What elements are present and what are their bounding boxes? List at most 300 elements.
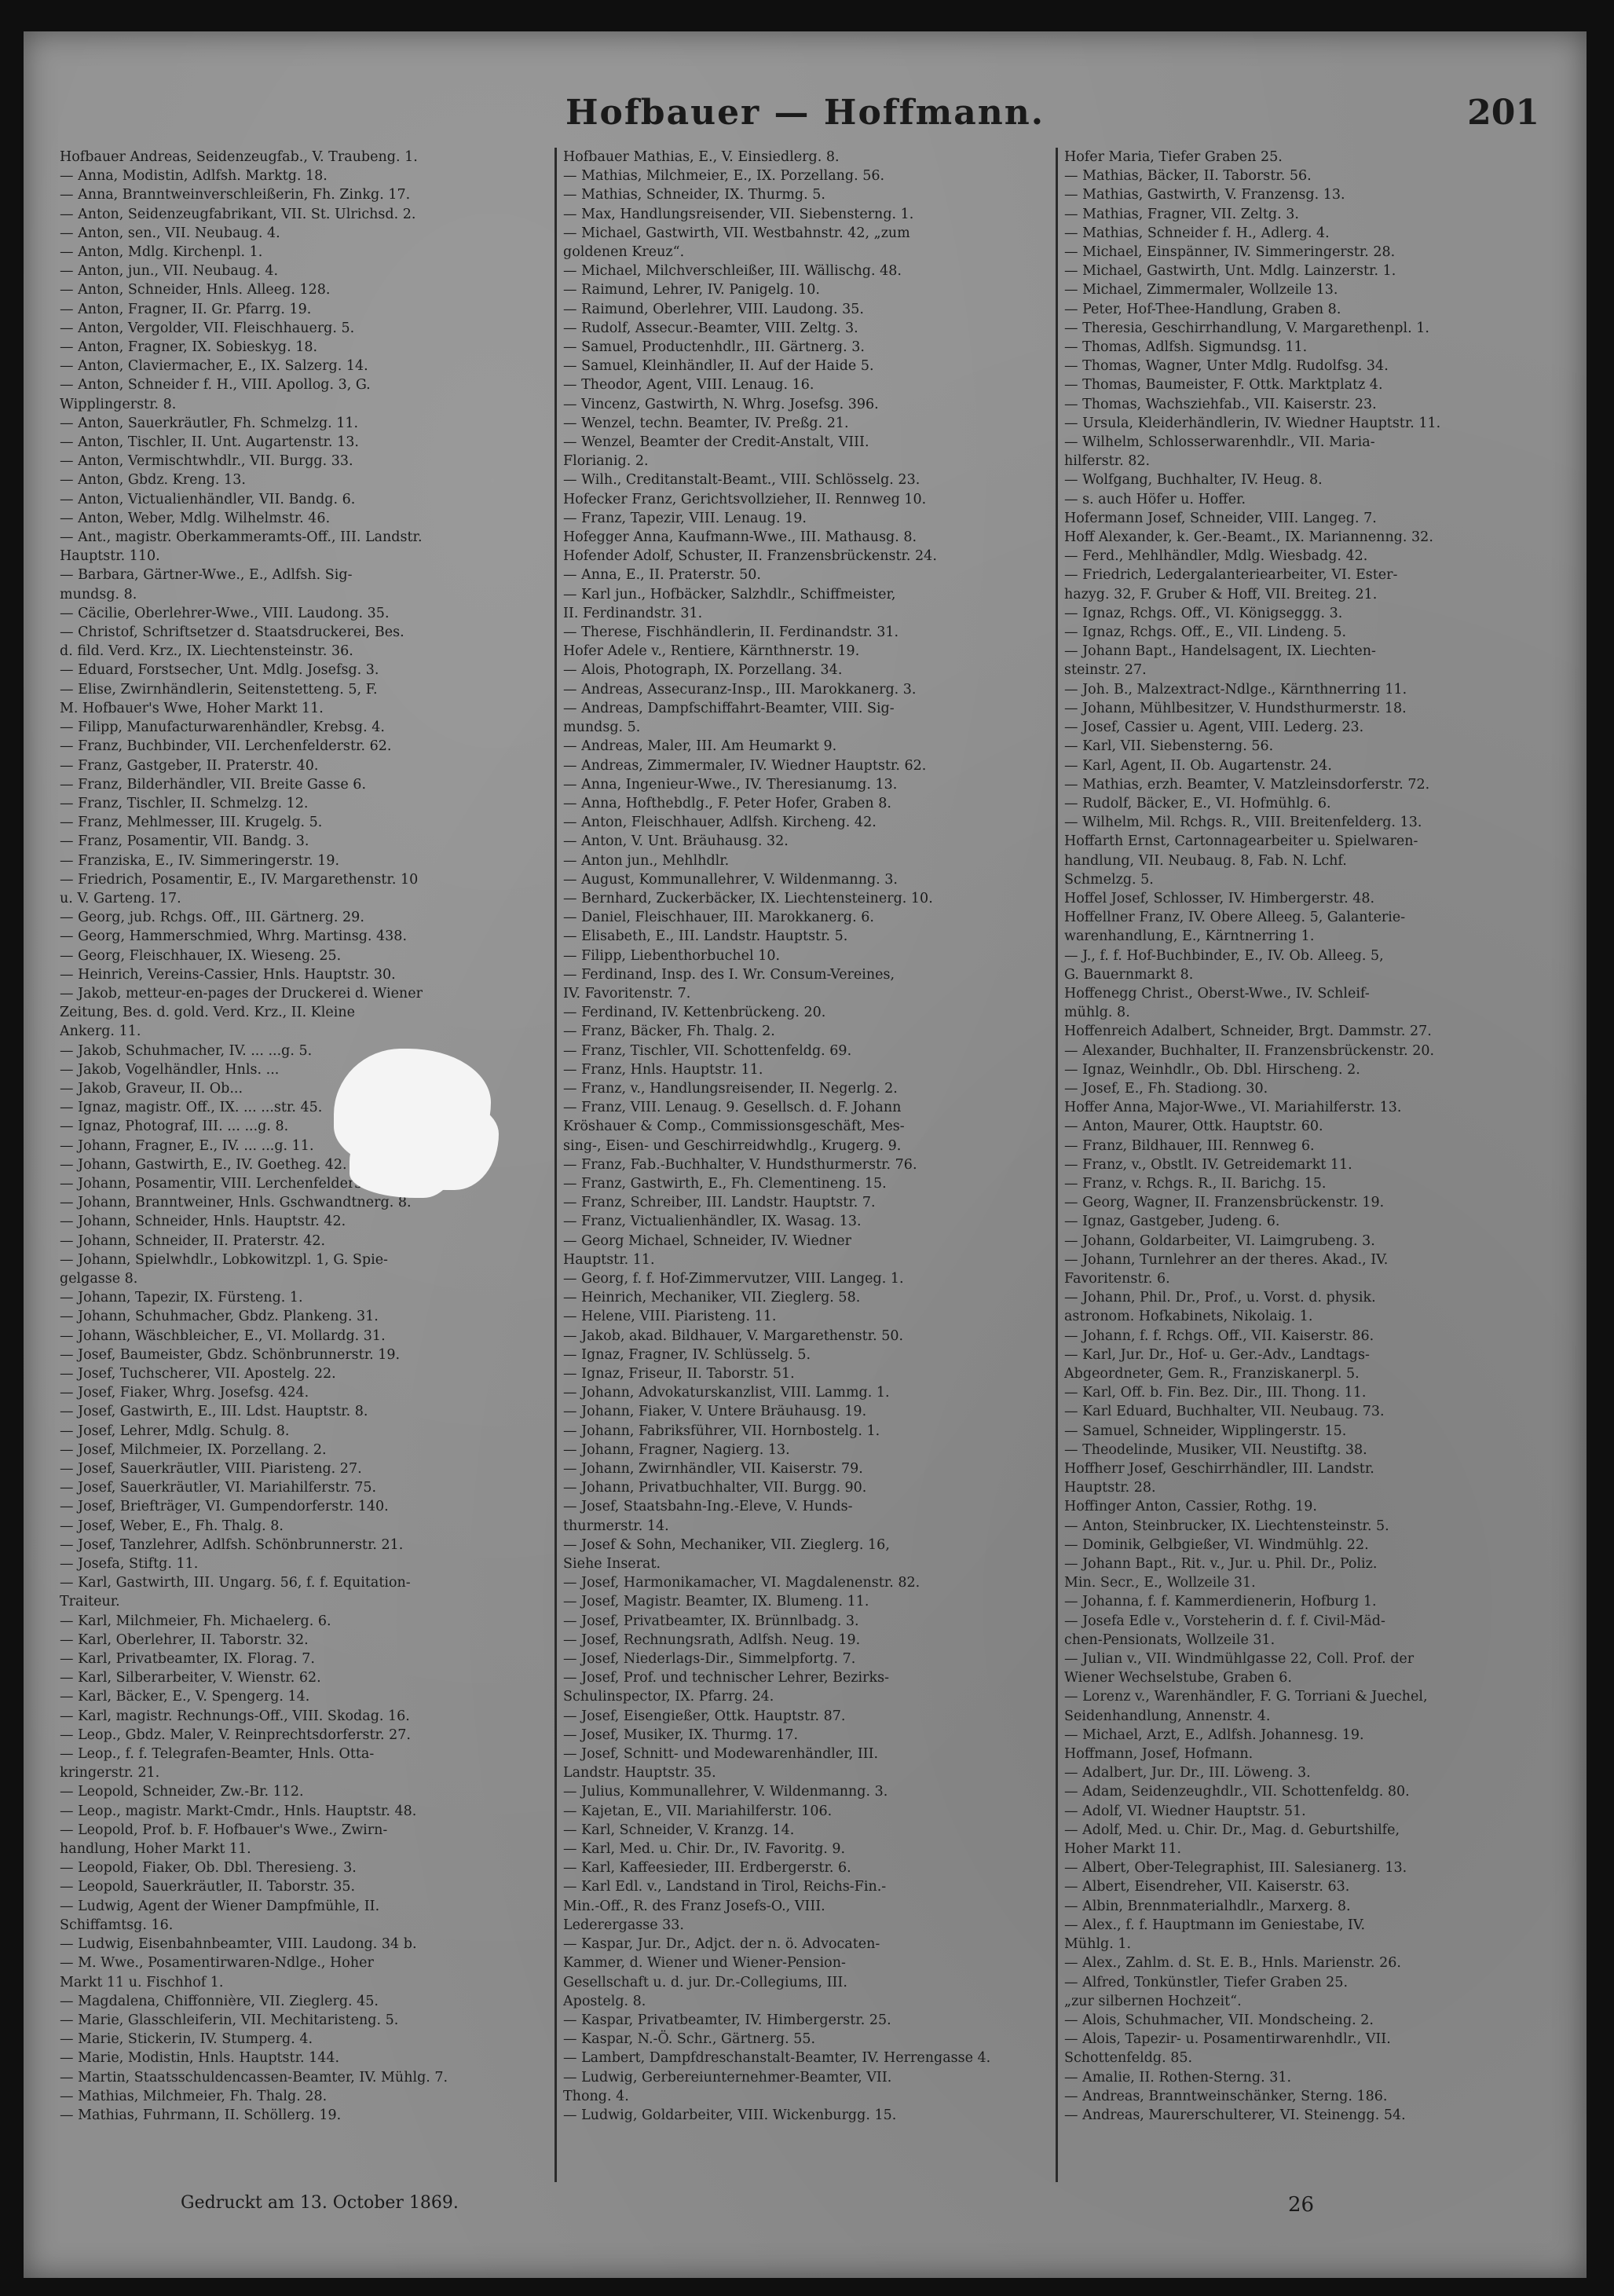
directory-entry: — Franz, Gastwirth, E., Fh. Clementineng. 15. xyxy=(563,1175,887,1192)
directory-entry: — Andreas, Branntweinschänker, Sterng. 186. xyxy=(1064,2088,1388,2104)
directory-entry: — Alois, Schuhmacher, VII. Mondscheing. 2. xyxy=(1064,2012,1374,2028)
running-title: Hofbauer — Hoffmann. xyxy=(565,93,1045,133)
directory-entry: — Eduard, Forstsecher, Unt. Mdlg. Josefsg. 3. xyxy=(60,662,379,679)
directory-entry: Landstr. Hauptstr. 35. xyxy=(563,1765,716,1782)
directory-entry: — Ant., magistr. Oberkammeramts-Off., III. Landstr. xyxy=(60,529,423,546)
directory-entry: — Johann, Fragner, E., IV. ... ...g. 11. xyxy=(60,1137,314,1154)
directory-entry: — Ludwig, Goldarbeiter, VIII. Wickenburgg. 15. xyxy=(563,2107,897,2123)
directory-entry: — Johann, Wäschbleicher, E., VI. Mollardg. 31. xyxy=(60,1327,386,1344)
directory-entry: — Leopold, Schneider, Zw.-Br. 112. xyxy=(60,1784,304,1800)
directory-entry: Hofer Adele v., Rentiere, Kärnthnerstr. 19. xyxy=(563,643,860,660)
directory-entry: — Ignaz, Rchgs. Off., VI. Königseggg. 3. xyxy=(1064,605,1343,621)
directory-entry: Hoffenreich Adalbert, Schneider, Brgt. Dammstr. 27. xyxy=(1064,1023,1432,1040)
directory-entry: Hoffer Anna, Major-Wwe., VI. Mariahilferstr. 13. xyxy=(1064,1100,1402,1116)
directory-entry: Seidenhandlung, Annenstr. 4. xyxy=(1064,1708,1271,1724)
directory-entry: Hoffel Josef, Schlosser, IV. Himbergerstr. 48. xyxy=(1064,890,1375,906)
directory-entry: — Anton, Tischler, II. Unt. Augartenstr. 13. xyxy=(60,434,359,451)
directory-entry: — Leop., Gbdz. Maler, V. Reinprechtsdorferstr. 27. xyxy=(60,1727,411,1743)
directory-entry: — Mathias, Fuhrmann, II. Schöllerg. 19. xyxy=(60,2107,342,2123)
directory-entry: — Josef, Rechnungsrath, Adlfsh. Neug. 19. xyxy=(563,1631,861,1648)
directory-entry: — Marie, Modistin, Hnls. Hauptstr. 144. xyxy=(60,2050,340,2067)
directory-entry: — Anton, Steinbrucker, IX. Liechtensteinstr. 5. xyxy=(1064,1518,1389,1534)
directory-entry: thurmerstr. 14. xyxy=(563,1518,669,1534)
directory-entry: — s. auch Höfer u. Hoffer. xyxy=(1064,491,1246,507)
directory-entry: — Mathias, Schneider f. H., Adlerg. 4. xyxy=(1064,225,1330,241)
directory-entry: Schiffamtsg. 16. xyxy=(60,1917,174,1933)
directory-entry: — Franz, Tischler, II. Schmelzg. 12. xyxy=(60,795,309,811)
directory-entry: — Anton, V. Unt. Bräuhausg. 32. xyxy=(563,833,789,850)
directory-entry: — Franz, Posamentir, VII. Bandg. 3. xyxy=(60,833,309,850)
directory-entry: — Johann, Turnlehrer an der theres. Akad., IV. xyxy=(1064,1251,1389,1268)
directory-entry: — Karl Edl. v., Landstand in Tirol, Reichs-Fin.- xyxy=(563,1879,887,1895)
directory-entry: — Samuel, Kleinhändler, II. Auf der Haide 5. xyxy=(563,358,874,375)
directory-entry: — Wolfgang, Buchhalter, IV. Heug. 8. xyxy=(1064,472,1323,489)
directory-entry: — Karl, magistr. Rechnungs-Off., VIII. Skodag. 16. xyxy=(60,1708,410,1724)
directory-entry: — Johann, Posamentir, VIII. Lerchenfelderstr. 72. xyxy=(60,1175,403,1192)
directory-entry: — Karl, Jur. Dr., Hof- u. Ger.-Adv., Landtags- xyxy=(1064,1346,1370,1363)
directory-entry: — Karl Eduard, Buchhalter, VII. Neubaug. 73. xyxy=(1064,1404,1385,1420)
directory-entry: — Samuel, Productenhdlr., III. Gärtnerg. 3. xyxy=(563,339,865,356)
directory-entry: — Franz, Buchbinder, VII. Lerchenfelderstr. 62. xyxy=(60,738,392,755)
directory-entry: — Franziska, E., IV. Simmeringerstr. 19. xyxy=(60,852,340,869)
directory-entry: — Josef, Weber, E., Fh. Thalg. 8. xyxy=(60,1518,284,1534)
directory-entry: — Anton, Sauerkräutler, Fh. Schmelzg. 11. xyxy=(60,415,359,431)
directory-entry: — Kaspar, N.-Ö. Schr., Gärtnerg. 55. xyxy=(563,2031,816,2048)
directory-entry: — Lorenz v., Warenhändler, F. G. Torriani & Juechel, xyxy=(1064,1689,1428,1705)
directory-entry: — Ignaz, Gastgeber, Judeng. 6. xyxy=(1064,1214,1280,1230)
directory-entry: — Barbara, Gärtner-Wwe., E., Adlfsh. Sig- xyxy=(60,567,353,584)
directory-entry: — Leopold, Sauerkräutler, II. Taborstr. 35. xyxy=(60,1879,356,1895)
directory-entry: — Karl, Gastwirth, III. Ungarg. 56, f. f. Equitation- xyxy=(60,1575,411,1591)
directory-entry: — J., f. f. Hof-Buchbinder, E., IV. Ob. Alleeg. 5, xyxy=(1064,947,1384,964)
directory-entry: — Josef, Gastwirth, E., III. Ldst. Hauptstr. 8. xyxy=(60,1404,368,1420)
directory-entry: — Anton, Schneider f. H., VIII. Apollog. 3, G. xyxy=(60,377,371,394)
directory-entry: — Wilhelm, Mil. Rchgs. R., VIII. Breitenfelderg. 13. xyxy=(1064,815,1422,831)
directory-entry: Hoffherr Josef, Geschirrhändler, III. Landstr. xyxy=(1064,1461,1374,1478)
directory-entry: — Karl, Privatbeamter, IX. Florag. 7. xyxy=(60,1651,315,1668)
directory-entry: — Franz, Victualienhändler, IX. Wasag. 13. xyxy=(563,1214,862,1230)
directory-entry: — Daniel, Fleischhauer, III. Marokkanerg. 6. xyxy=(563,910,874,926)
directory-entry: Schmelzg. 5. xyxy=(1064,871,1154,888)
directory-entry: — Franz, Schreiber, III. Landstr. Hauptstr. 7. xyxy=(563,1195,876,1211)
directory-entry: G. Bauernmarkt 8. xyxy=(1064,966,1194,983)
directory-entry: — Mathias, Milchmeier, E., IX. Porzellang. 56. xyxy=(563,168,885,185)
directory-entry: — Ignaz, Friseur, II. Taborstr. 51. xyxy=(563,1366,795,1382)
directory-entry: — Georg, jub. Rchgs. Off., III. Gärtnerg. 29. xyxy=(60,910,364,926)
directory-entry: Thong. 4. xyxy=(563,2088,629,2104)
directory-entry: — Franz, Bilderhändler, VII. Breite Gasse 6. xyxy=(60,776,367,793)
directory-entry: — Thomas, Baumeister, F. Ottk. Marktplatz 4. xyxy=(1064,377,1383,394)
directory-entry: Hauptstr. 11. xyxy=(563,1251,655,1268)
directory-entry: — Karl, Schneider, V. Kranzg. 14. xyxy=(563,1822,795,1838)
directory-entry: — M. Wwe., Posamentirwaren-Ndlge., Hoher xyxy=(60,1955,374,1972)
directory-entry: — Johann, Gastwirth, E., IV. Goetheg. 42. xyxy=(60,1156,347,1173)
directory-entry: — Rudolf, Assecur.-Beamter, VIII. Zeltg. 3. xyxy=(563,320,858,336)
directory-entry: — Johann, Privatbuchhalter, VII. Burgg. 90. xyxy=(563,1480,867,1496)
directory-entry: — Julius, Kommunallehrer, V. Wildenmanng. 3. xyxy=(563,1784,888,1800)
directory-entry: — Michael, Einspänner, IV. Simmeringerstr. 28. xyxy=(1064,244,1396,261)
directory-entry: — Johann Bapt., Handelsagent, IX. Liechten- xyxy=(1064,643,1376,660)
directory-entry: — Andreas, Assecuranz-Insp., III. Marokkanerg. 3. xyxy=(563,681,917,698)
directory-column-middle xyxy=(554,148,1056,2182)
directory-entry: — Josef & Sohn, Mechaniker, VII. Zieglerg. 16, xyxy=(563,1536,890,1553)
directory-entry: — Max, Handlungsreisender, VII. Siebensterng. 1. xyxy=(563,206,914,222)
directory-entry: — Thomas, Wagner, Unter Mdlg. Rudolfsg. 34. xyxy=(1064,358,1389,375)
directory-entry: — Mathias, Schneider, IX. Thurmg. 5. xyxy=(563,187,825,203)
directory-entry: — Michael, Gastwirth, Unt. Mdlg. Lainzerstr. 1. xyxy=(1064,263,1396,280)
directory-entry: IV. Favoritenstr. 7. xyxy=(563,985,691,1002)
directory-entry: — Josef, Lehrer, Mdlg. Schulg. 8. xyxy=(60,1423,290,1439)
page-header xyxy=(24,31,1587,149)
directory-entry: — Anton, Schneider, Hnls. Alleeg. 128. xyxy=(60,282,331,298)
directory-columns xyxy=(53,148,1561,2182)
directory-entry: — Anna, Modistin, Adlfsh. Marktg. 18. xyxy=(60,168,328,185)
directory-entry: — Mathias, Gastwirth, V. Franzensg. 13. xyxy=(1064,187,1345,203)
directory-entry: Lederergasse 33. xyxy=(563,1917,684,1933)
directory-entry: handlung, Hoher Markt 11. xyxy=(60,1841,251,1858)
directory-entry: — Mathias, erzh. Beamter, V. Matzleinsdorferstr. 72. xyxy=(1064,776,1430,793)
directory-entry: — Anton, Fragner, II. Gr. Pfarrg. 19. xyxy=(60,301,312,317)
directory-entry: — Ferdinand, IV. Kettenbrückeng. 20. xyxy=(563,1005,826,1021)
directory-entry: Hoffellner Franz, IV. Obere Alleeg. 5, Galanterie- xyxy=(1064,910,1406,926)
directory-entry: — Filipp, Manufacturwarenhändler, Krebsg. 4. xyxy=(60,720,385,736)
directory-entry: — Andreas, Zimmermaler, IV. Wiedner Hauptstr. 62. xyxy=(563,757,927,774)
directory-entry: — Ludwig, Gerbereiunternehmer-Beamter, VII. xyxy=(563,2069,892,2085)
directory-entry: — Alfred, Tonkünstler, Tiefer Graben 25. xyxy=(1064,1974,1349,1990)
directory-entry: chen-Pensionats, Wollzeile 31. xyxy=(1064,1631,1275,1648)
directory-entry: — Adam, Seidenzeughdlr., VII. Schottenfeldg. 80. xyxy=(1064,1784,1410,1800)
directory-entry: — Leop., f. f. Telegrafen-Beamter, Hnls. Otta- xyxy=(60,1746,375,1763)
directory-entry: kringerstr. 21. xyxy=(60,1765,160,1782)
directory-entry: — Johanna, f. f. Kammerdienerin, Hofburg 1. xyxy=(1064,1594,1377,1610)
directory-entry: — Andreas, Maler, III. Am Heumarkt 9. xyxy=(563,738,837,755)
directory-entry: — Karl, Kaffeesieder, III. Erdbergerstr. 6. xyxy=(563,1860,851,1877)
directory-entry: Kröshauer & Comp., Commissionsgeschäft, Mes- xyxy=(563,1119,905,1135)
directory-entry: handlung, VII. Neubaug. 8, Fab. N. Lchf. xyxy=(1064,852,1347,869)
directory-entry: — Josef, Staatsbahn-Ing.-Eleve, V. Hunds- xyxy=(563,1499,853,1515)
directory-entry: — Jakob, akad. Bildhauer, V. Margarethenstr. 50. xyxy=(563,1327,904,1344)
directory-entry: — Johann Bapt., Rit. v., Jur. u. Phil. Dr., Poliz. xyxy=(1064,1556,1378,1573)
directory-entry: — Anton, Fleischhauer, Adlfsh. Kircheng. 42. xyxy=(563,815,877,831)
directory-entry: — Josef, Sauerkräutler, VI. Mariahilferstr. 75. xyxy=(60,1480,377,1496)
directory-entry: — Franz, Hnls. Hauptstr. 11. xyxy=(563,1061,763,1078)
directory-entry: Wiener Wechselstube, Graben 6. xyxy=(1064,1670,1292,1686)
directory-entry: — Wenzel, Beamter der Credit-Anstalt, VIII. xyxy=(563,434,869,451)
directory-entry: goldenen Kreuz“. xyxy=(563,244,685,261)
directory-entry: Hofender Adolf, Schuster, II. Franzensbrückenstr. 24. xyxy=(563,548,937,565)
directory-entry: — Alexander, Buchhalter, II. Franzensbrückenstr. 20. xyxy=(1064,1042,1435,1059)
directory-entry: — Anna, Ingenieur-Wwe., IV. Theresianumg. 13. xyxy=(563,776,898,793)
directory-entry: — Albert, Ober-Telegraphist, III. Salesianerg. 13. xyxy=(1064,1860,1407,1877)
directory-entry: — Amalie, II. Rothen-Sterng. 31. xyxy=(1064,2069,1292,2085)
directory-entry: — Raimund, Oberlehrer, VIII. Laudong. 35. xyxy=(563,301,864,317)
directory-entry: — Anton, Vermischtwhdlr., VII. Burgg. 33. xyxy=(60,453,353,470)
directory-entry: — Albin, Brennmaterialhdlr., Marxerg. 8. xyxy=(1064,1898,1351,1914)
directory-entry: — Heinrich, Vereins-Cassier, Hnls. Hauptstr. 30. xyxy=(60,966,396,983)
directory-entry: — Josefa Edle v., Vorsteherin d. f. f. Civil-Mäd- xyxy=(1064,1613,1385,1629)
directory-entry: — Vincenz, Gastwirth, N. Whrg. Josefsg. 396. xyxy=(563,396,879,412)
directory-entry: — Franz, v., Obstlt. IV. Getreidemarkt 11. xyxy=(1064,1156,1352,1173)
directory-entry: — Josef, Milchmeier, IX. Porzellang. 2. xyxy=(60,1441,327,1458)
directory-entry: Schulinspector, IX. Pfarrg. 24. xyxy=(563,1689,774,1705)
directory-entry: — Christof, Schriftsetzer d. Staatsdruckerei, Bes. xyxy=(60,624,404,641)
directory-entry: — Anton, Victualienhändler, VII. Bandg. 6. xyxy=(60,491,356,507)
directory-entry: — Joh. B., Malzextract-Ndlge., Kärnthnerring 11. xyxy=(1064,681,1407,698)
directory-entry: — Johann, Fabriksführer, VII. Hornbostelg. 1. xyxy=(563,1423,880,1439)
directory-entry: — Johann, Goldarbeiter, VI. Laimgrubeng. 3. xyxy=(1064,1232,1375,1249)
directory-entry: — Anna, Hofthebdlg., F. Peter Hofer, Graben 8. xyxy=(563,795,891,811)
directory-entry: Hofer Maria, Tiefer Graben 25. xyxy=(1064,149,1283,165)
directory-entry: — Albert, Eisendreher, VII. Kaiserstr. 63. xyxy=(1064,1879,1350,1895)
directory-entry: — Raimund, Lehrer, IV. Panigelg. 10. xyxy=(563,282,820,298)
directory-entry: — Karl, Milchmeier, Fh. Michaelerg. 6. xyxy=(60,1613,331,1629)
directory-entry: — Adolf, VI. Wiedner Hauptstr. 51. xyxy=(1064,1803,1306,1819)
directory-entry: d. fild. Verd. Krz., IX. Liechtensteinstr. 36. xyxy=(60,643,353,660)
directory-entry: Markt 11 u. Fischhof 1. xyxy=(60,1974,224,1990)
directory-entry: — Karl jun., Hofbäcker, Salzhdlr., Schiffmeister, xyxy=(563,586,896,602)
directory-entry: — Helene, VIII. Piaristeng. 11. xyxy=(563,1309,777,1325)
directory-entry: — Kajetan, E., VII. Mariahilferstr. 106. xyxy=(563,1803,833,1819)
directory-entry: — Johann, Spielwhdlr., Lobkowitzpl. 1, G. Spie- xyxy=(60,1251,388,1268)
directory-entry: — Ludwig, Agent der Wiener Dampfmühle, II. xyxy=(60,1898,380,1914)
directory-entry: — Mathias, Milchmeier, Fh. Thalg. 28. xyxy=(60,2088,328,2104)
directory-entry: — Lambert, Dampfdreschanstalt-Beamter, IV. Herrengasse 4. xyxy=(563,2050,991,2067)
directory-page xyxy=(24,31,1587,2278)
directory-column-right xyxy=(1056,148,1557,2182)
directory-entry: — Mathias, Fragner, VII. Zeltg. 3. xyxy=(1064,206,1299,222)
directory-entry: — Adolf, Med. u. Chir. Dr., Mag. d. Geburtshilfe, xyxy=(1064,1822,1400,1838)
directory-entry: — Jakob, Schuhmacher, IV. ... ...g. 5. xyxy=(60,1042,313,1059)
directory-entry: — Theodelinde, Musiker, VII. Neustiftg. 38. xyxy=(1064,1441,1367,1458)
directory-entry: Siehe Inserat. xyxy=(563,1556,661,1573)
directory-entry: — Johann, Schneider, Hnls. Hauptstr. 42. xyxy=(60,1214,346,1230)
directory-entry: mundsg. 8. xyxy=(60,586,137,602)
directory-entry: — Georg, Hammerschmied, Whrg. Martinsg. 438. xyxy=(60,928,408,945)
directory-entry: steinstr. 27. xyxy=(1064,662,1147,679)
directory-entry: — Georg Michael, Schneider, IV. Wiedner xyxy=(563,1232,852,1249)
directory-entry: sing-, Eisen- und Geschirreidwhdlg., Krugerg. 9. xyxy=(563,1137,902,1154)
directory-entry: — Friedrich, Ledergalanteriearbeiter, VI. Ester- xyxy=(1064,567,1398,584)
directory-entry: II. Ferdinandstr. 31. xyxy=(563,605,703,621)
directory-entry: — Marie, Stickerin, IV. Stumperg. 4. xyxy=(60,2031,313,2048)
directory-entry: Min.-Off., R. des Franz Josefs-O., VIII. xyxy=(563,1898,825,1914)
directory-entry: — Johann, Schneider, II. Praterstr. 42. xyxy=(60,1232,326,1249)
directory-entry: mundsg. 5. xyxy=(563,720,641,736)
directory-entry: — Anna, E., II. Praterstr. 50. xyxy=(563,567,761,584)
directory-entry: — Theodor, Agent, VIII. Lenaug. 16. xyxy=(563,377,814,394)
directory-entry: — Johann, Schuhmacher, Gbdz. Plankeng. 31. xyxy=(60,1309,379,1325)
directory-entry: — Leopold, Prof. b. F. Hofbauer's Wwe., Zwirn- xyxy=(60,1822,388,1838)
directory-entry: — Marie, Glasschleiferin, VII. Mechitaristeng. 5. xyxy=(60,2012,399,2028)
directory-entry: — Jakob, Graveur, II. Ob... xyxy=(60,1080,243,1097)
directory-entry: Mühlg. 1. xyxy=(1064,1936,1132,1953)
directory-entry: — Josef, Niederlags-Dir., Simmelpfortg. 7. xyxy=(563,1651,856,1668)
directory-entry: — Ignaz, Weinhdlr., Ob. Dbl. Hirscheng. 2. xyxy=(1064,1061,1360,1078)
directory-entry: — Michael, Milchverschleißer, III. Wällischg. 48. xyxy=(563,263,902,280)
directory-entry: — Karl, Agent, II. Ob. Augartenstr. 24. xyxy=(1064,757,1332,774)
directory-entry: — Kaspar, Jur. Dr., Adjct. der n. ö. Advocaten- xyxy=(563,1936,880,1953)
directory-entry: — Franz, v., Handlungsreisender, II. Negerlg. 2. xyxy=(563,1080,898,1097)
directory-entry: — Dominik, Gelbgießer, VI. Windmühlg. 22. xyxy=(1064,1536,1369,1553)
directory-entry: — Wenzel, techn. Beamter, IV. Preßg. 21. xyxy=(563,415,849,431)
directory-column-left xyxy=(53,148,554,2182)
directory-entry: — Georg, f. f. Hof-Zimmervutzer, VIII. Langeg. 1. xyxy=(563,1270,904,1287)
directory-entry: M. Hofbauer's Wwe, Hoher Markt 11. xyxy=(60,700,324,716)
directory-entry: — Franz, VIII. Lenaug. 9. Gesellsch. d. F. Johann xyxy=(563,1100,902,1116)
directory-entry: — Therese, Fischhändlerin, II. Ferdinandstr. 31. xyxy=(563,624,899,641)
directory-entry: — Wilhelm, Schlosserwarenhdlr., VII. Maria- xyxy=(1064,434,1375,451)
directory-entry: — Franz, Bäcker, Fh. Thalg. 2. xyxy=(563,1023,775,1040)
directory-entry: — Wilh., Creditanstalt-Beamt., VIII. Schlösselg. 23. xyxy=(563,472,920,489)
directory-entry: — Josef, Sauerkräutler, VIII. Piaristeng. 27. xyxy=(60,1461,362,1478)
directory-entry: Hoffarth Ernst, Cartonnagearbeiter u. Spielwaren- xyxy=(1064,833,1418,850)
directory-entry: — Josef, Magistr. Beamter, IX. Blumeng. 11. xyxy=(563,1594,869,1610)
directory-entry: — Josef, Briefträger, VI. Gumpendorferstr. 140. xyxy=(60,1499,389,1515)
directory-entry: — Johann, Tapezir, IX. Fürsteng. 1. xyxy=(60,1290,303,1306)
directory-entry: — Johann, Zwirnhändler, VII. Kaiserstr. 79. xyxy=(563,1461,863,1478)
directory-entry: Hoffenegg Christ., Oberst-Wwe., IV. Schleif- xyxy=(1064,985,1370,1002)
directory-entry: — Josef, E., Fh. Stadiong. 30. xyxy=(1064,1080,1268,1097)
directory-entry: — Johann, f. f. Rchgs. Off., VII. Kaiserstr. 86. xyxy=(1064,1327,1374,1344)
directory-entry: Min. Secr., E., Wollzeile 31. xyxy=(1064,1575,1256,1591)
directory-entry: Florianig. 2. xyxy=(563,453,649,470)
directory-entry: — Anton, Fragner, IX. Sobieskyg. 18. xyxy=(60,339,318,356)
directory-entry: Kammer, d. Wiener und Wiener-Pension- xyxy=(563,1955,846,1972)
directory-entry: — Karl, Oberlehrer, II. Taborstr. 32. xyxy=(60,1631,309,1648)
directory-entry: — Alex., Zahlm. d. St. E. B., Hnls. Marienstr. 26. xyxy=(1064,1955,1401,1972)
directory-entry: — Adalbert, Jur. Dr., III. Löweng. 3. xyxy=(1064,1765,1311,1782)
directory-entry: — Anton, Maurer, Ottk. Hauptstr. 60. xyxy=(1064,1119,1323,1135)
directory-entry: — Josef, Eisengießer, Ottk. Hauptstr. 87. xyxy=(563,1708,846,1724)
directory-entry: warenhandlung, E., Kärntnerring 1. xyxy=(1064,928,1315,945)
directory-entry: — Michael, Gastwirth, VII. Westbahnstr. 42, „zum xyxy=(563,225,910,241)
directory-entry: Hauptstr. 110. xyxy=(60,548,160,565)
directory-entry: — Johann, Fiaker, V. Untere Bräuhausg. 19. xyxy=(563,1404,867,1420)
directory-entry: — Friedrich, Posamentir, E., IV. Margarethenstr. 10 xyxy=(60,871,419,888)
directory-entry: — Elisabeth, E., III. Landstr. Hauptstr. 5. xyxy=(563,928,848,945)
directory-entry: Wipplingerstr. 8. xyxy=(60,396,177,412)
directory-entry: — Thomas, Wachsziehfab., VII. Kaiserstr. 23. xyxy=(1064,396,1377,412)
directory-entry: — Karl, VII. Siebensterng. 56. xyxy=(1064,738,1274,755)
directory-entry: Schottenfeldg. 85. xyxy=(1064,2050,1193,2067)
directory-entry: — Johann, Phil. Dr., Prof., u. Vorst. d. physik. xyxy=(1064,1290,1376,1306)
directory-entry: — Franz, Gastgeber, II. Praterstr. 40. xyxy=(60,757,319,774)
directory-entry: — Jakob, metteur-en-pages der Druckerei d. Wiener xyxy=(60,985,423,1002)
directory-entry: — Josef, Schnitt- und Modewarenhändler, III. xyxy=(563,1746,879,1763)
directory-entry: — Andreas, Maurerschulterer, VI. Steinengg. 54. xyxy=(1064,2107,1406,2123)
directory-entry: — Magdalena, Chiffonnière, VII. Zieglerg. 45. xyxy=(60,1993,379,2009)
paper-damage-blot xyxy=(334,1049,491,1174)
directory-entry: — Georg, Fleischhauer, IX. Wieseng. 25. xyxy=(60,947,342,964)
directory-entry: — Thomas, Adlfsh. Sigmundsg. 11. xyxy=(1064,339,1308,356)
directory-entry: — Alois, Photograph, IX. Porzellang. 34. xyxy=(563,662,843,679)
directory-entry: — Ignaz, Fragner, IV. Schlüsselg. 5. xyxy=(563,1346,811,1363)
directory-entry: — Karl, Silberarbeiter, V. Wienstr. 62. xyxy=(60,1670,321,1686)
print-date: Gedruckt am 13. October 1869. xyxy=(181,2193,459,2213)
directory-entry: — Anna, Branntweinverschleißerin, Fh. Zinkg. 17. xyxy=(60,187,411,203)
directory-entry: — Alois, Tapezir- u. Posamentirwarenhdlr., VII. xyxy=(1064,2031,1391,2048)
directory-entry: — Franz, Bildhauer, III. Rennweg 6. xyxy=(1064,1137,1315,1154)
directory-entry: — Andreas, Dampfschiffahrt-Beamter, VIII. Sig- xyxy=(563,700,895,716)
directory-entry: Hoff Alexander, k. Ger.-Beamt., IX. Mariannenng. 32. xyxy=(1064,529,1433,546)
directory-entry: — Johann, Fragner, Nagierg. 13. xyxy=(563,1441,790,1458)
directory-entry: — Franz, v. Rchgs. R., II. Barichg. 15. xyxy=(1064,1175,1327,1192)
directory-entry: Ankerg. 11. xyxy=(60,1023,141,1040)
directory-entry: — Josef, Tanzlehrer, Adlfsh. Schönbrunnerstr. 21. xyxy=(60,1536,404,1553)
directory-entry: — Rudolf, Bäcker, E., VI. Hofmühlg. 6. xyxy=(1064,795,1331,811)
directory-entry: — Ursula, Kleiderhändlerin, IV. Wiedner Hauptstr. 11. xyxy=(1064,415,1441,431)
directory-entry: — Franz, Tapezir, VIII. Lenaug. 19. xyxy=(563,510,807,526)
directory-entry: Abgeordneter, Gem. R., Franziskanerpl. 5. xyxy=(1064,1366,1360,1382)
directory-entry: — Ignaz, Photograf, III. ... ...g. 8. xyxy=(60,1119,289,1135)
directory-entry: — Josef, Tuchscherer, VII. Apostelg. 22. xyxy=(60,1366,336,1382)
directory-entry: hazyg. 32, F. Gruber & Hoff, VII. Breiteg. 21. xyxy=(1064,586,1378,602)
directory-entry: — Josef, Baumeister, Gbdz. Schönbrunnerstr. 19. xyxy=(60,1346,401,1363)
directory-entry: — Josef, Privatbeamter, IX. Brünnlbadg. 3. xyxy=(563,1613,859,1629)
directory-entry: „zur silbernen Hochzeit“. xyxy=(1064,1993,1242,2009)
directory-entry: — Josef, Harmonikamacher, VI. Magdalenenstr. 82. xyxy=(563,1575,920,1591)
directory-entry: — Elise, Zwirnhändlerin, Seitenstetteng. 5, F. xyxy=(60,681,378,698)
directory-entry: — Josefa, Stiftg. 11. xyxy=(60,1556,199,1573)
directory-entry: Hauptstr. 28. xyxy=(1064,1480,1156,1496)
directory-entry: hilferstr. 82. xyxy=(1064,453,1151,470)
directory-entry: — Karl, Bäcker, E., V. Spengerg. 14. xyxy=(60,1689,310,1705)
directory-entry: Zeitung, Bes. d. gold. Verd. Krz., II. Kleine xyxy=(60,1005,355,1021)
directory-entry: — Anton, Weber, Mdlg. Wilhelmstr. 46. xyxy=(60,510,331,526)
directory-entry: — Ignaz, magistr. Off., IX. ... ...str. 45. xyxy=(60,1100,323,1116)
directory-entry: — Samuel, Schneider, Wipplingerstr. 15. xyxy=(1064,1423,1347,1439)
directory-entry: — Ferd., Mehlhändler, Mdlg. Wiesbadg. 42. xyxy=(1064,548,1368,565)
directory-entry: — Kaspar, Privatbeamter, IV. Himbergerstr. 25. xyxy=(563,2012,891,2028)
directory-entry: — Mathias, Bäcker, II. Taborstr. 56. xyxy=(1064,168,1312,185)
directory-entry: — Franz, Fab.-Buchhalter, V. Hundsthurmerstr. 76. xyxy=(563,1156,917,1173)
directory-entry: — Josef, Fiaker, Whrg. Josefsg. 424. xyxy=(60,1385,309,1401)
directory-entry: — August, Kommunallehrer, V. Wildenmanng. 3. xyxy=(563,871,898,888)
directory-entry: — Peter, Hof-Thee-Handlung, Graben 8. xyxy=(1064,301,1341,317)
directory-entry: — Anton, Vergolder, VII. Fleischhauerg. 5. xyxy=(60,320,355,336)
directory-entry: — Ludwig, Eisenbahnbeamter, VIII. Laudong. 34 b. xyxy=(60,1936,417,1953)
directory-entry: — Karl, Med. u. Chir. Dr., IV. Favoritg. 9. xyxy=(563,1841,846,1858)
directory-entry: Hofegger Anna, Kaufmann-Wwe., III. Mathausg. 8. xyxy=(563,529,917,546)
directory-entry: Hofbauer Mathias, E., V. Einsiedlerg. 8. xyxy=(563,149,840,165)
directory-entry: Hofecker Franz, Gerichtsvollzieher, II. Rennweg 10. xyxy=(563,491,927,507)
directory-entry: — Anton jun., Mehlhdlr. xyxy=(563,852,730,869)
directory-entry: — Franz, Tischler, VII. Schottenfeldg. 69. xyxy=(563,1042,852,1059)
directory-entry: — Anton, Claviermacher, E., IX. Salzerg. 14. xyxy=(60,358,368,375)
directory-entry: — Josef, Musiker, IX. Thurmg. 17. xyxy=(563,1727,799,1743)
directory-entry: astronom. Hofkabinets, Nikolaig. 1. xyxy=(1064,1309,1313,1325)
directory-entry: Hoffmann, Josef, Hofmann. xyxy=(1064,1746,1254,1763)
directory-entry: — Johann, Mühlbesitzer, V. Hundsthurmerstr. 18. xyxy=(1064,700,1407,716)
directory-entry: — Jakob, Vogelhändler, Hnls. ... xyxy=(60,1061,280,1078)
directory-entry: — Josef, Cassier u. Agent, VIII. Lederg. 23. xyxy=(1064,720,1364,736)
directory-entry: u. V. Garteng. 17. xyxy=(60,890,181,906)
directory-entry: — Michael, Zimmermaler, Wollzeile 13. xyxy=(1064,282,1338,298)
directory-entry: — Ferdinand, Insp. des I. Wr. Consum-Vereines, xyxy=(563,966,895,983)
directory-entry: — Anton, jun., VII. Neubaug. 4. xyxy=(60,263,279,280)
directory-entry: — Cäcilie, Oberlehrer-Wwe., VIII. Laudong. 35. xyxy=(60,605,390,621)
directory-entry: — Filipp, Liebenthorbuchel 10. xyxy=(563,947,781,964)
directory-entry: — Alex., f. f. Hauptmann im Geniestabe, IV. xyxy=(1064,1917,1366,1933)
directory-entry: Hofbauer Andreas, Seidenzeugfab., V. Traubeng. 1. xyxy=(60,149,418,165)
directory-entry: — Johann, Branntweiner, Hnls. Gschwandtnerg. 8. xyxy=(60,1195,412,1211)
directory-entry: gelgasse 8. xyxy=(60,1270,138,1287)
directory-entry: Traiteur. xyxy=(60,1594,120,1610)
page-number: 201 xyxy=(1467,93,1539,133)
directory-entry: Favoritenstr. 6. xyxy=(1064,1270,1170,1287)
directory-entry: Apostelg. 8. xyxy=(563,1993,646,2009)
directory-entry: mühlg. 8. xyxy=(1064,1005,1130,1021)
